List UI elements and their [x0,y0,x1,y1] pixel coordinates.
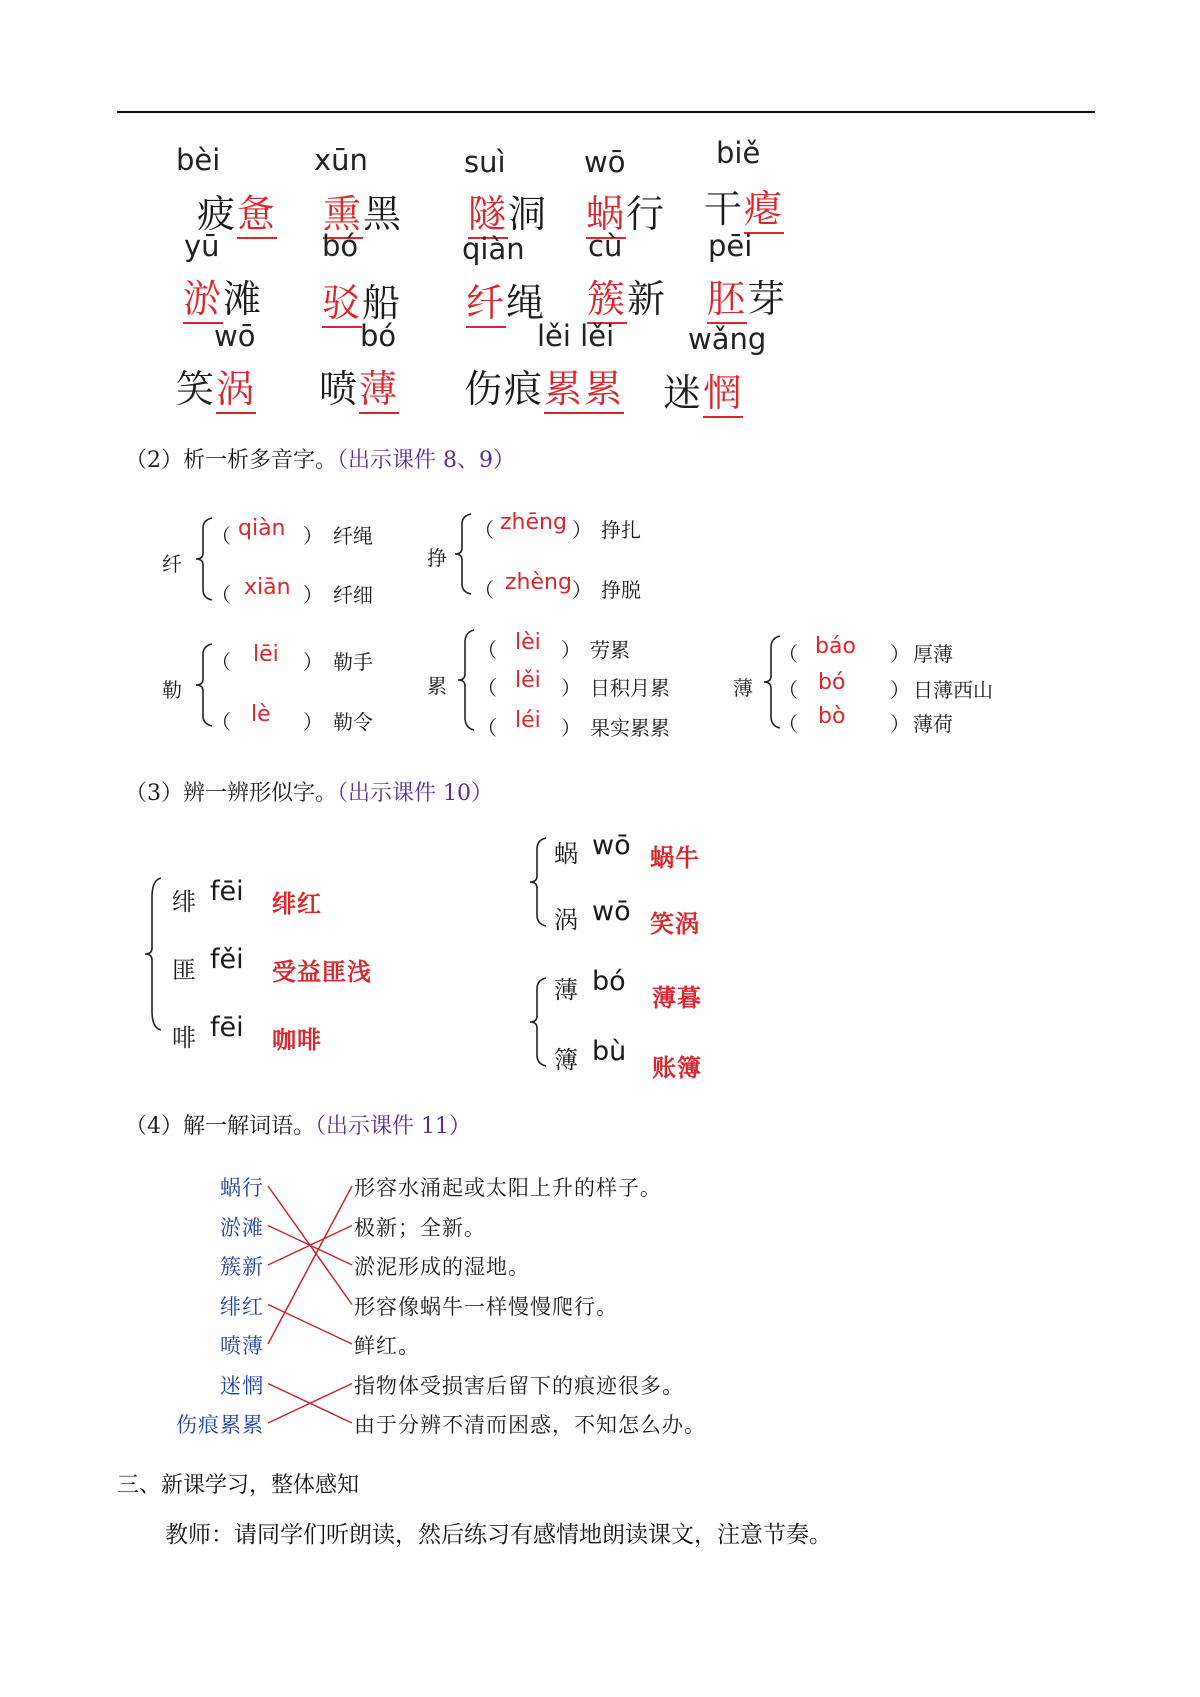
pinyin-label: bó [322,229,359,263]
paren-close: ） [561,716,581,740]
vocab-word [466,272,546,327]
pinyin-label: bó [360,319,397,353]
similar-char-pinyin: wō [592,896,631,927]
match-definition: 由于分辨不清而困惑，不知怎么办。 [354,1413,706,1437]
match-line [268,1226,352,1266]
word-target-char: 熏 [323,192,363,239]
match-definition: 形容水涌起或太阳上升的样子。 [354,1176,662,1200]
reading-word: 果实累累 [590,716,670,740]
reading-pinyin: lěi [515,668,541,693]
section3-heading-text: （3）辨一辨形似字。 [125,781,337,806]
match-definition: 指物体受损害后留下的痕迹很多。 [354,1373,684,1398]
match-word: 蜗行 [220,1176,264,1200]
match-line [268,1384,352,1424]
word-plain: 滩 [223,277,264,321]
reading-word: 厚薄 [913,642,953,666]
pinyin-label: yū [184,229,220,263]
teacher-text: 教师：请同学们听朗读，然后练习有感情地朗读课文，注意节奏。 [165,1522,832,1548]
pinyin-label: cù [588,229,623,263]
vocab-word [183,268,263,323]
brace [530,978,550,1066]
paren-open: （ [211,524,231,548]
word-plain: 伤痕 [464,367,545,411]
section3-note: （出示课件 10） [337,781,493,806]
word-target-char: 驳 [322,281,362,328]
similar-char-word: 账簿 [652,1053,702,1082]
word-target-char: 瘪 [744,187,784,234]
word-plain: 船 [362,281,403,325]
pinyin-label: wō [214,319,256,353]
pinyin-label: xūn [314,143,368,177]
similar-char-word: 蜗牛 [650,843,700,872]
paren-open: （ [778,712,798,736]
similar-char-pinyin: bù [592,1036,627,1067]
similar-char-pinyin: fēi [210,1012,244,1043]
similar-char: 蜗 [554,840,578,868]
paren-open: （ [778,678,798,702]
word-target-char: 惫 [237,192,277,239]
word-plain: 芽 [747,277,788,321]
reading-pinyin: qiàn [238,516,286,541]
paren-close: ） [303,583,323,607]
reading-word: 勒令 [333,710,373,734]
brace [145,878,165,1030]
paren-open: （ [474,578,494,602]
reading-word: 挣扎 [601,518,641,542]
word-plain: 行 [626,192,667,236]
polyphonic-char: 纤 [162,552,182,576]
reading-word: 挣脱 [601,578,641,602]
word-plain: 黑 [363,192,404,236]
vocab-word [176,358,256,413]
vocab-word [663,362,743,417]
paren-open: （ [474,518,494,542]
section2-note: （出示课件 8、9） [337,448,515,473]
brace [455,514,475,594]
paren-open: （ [211,583,231,607]
reading-pinyin: zhēng [500,510,567,535]
pinyin-label: lěi lěi [537,319,615,353]
pinyin-label: qiàn [462,232,525,266]
section2-heading [125,443,515,474]
vocab-word [464,358,624,413]
section4-heading [125,1109,471,1140]
word-target-char: 蜗 [586,192,626,239]
section4-heading-text: （4）解一解词语。 [125,1114,315,1139]
pinyin-label: wǎng [688,322,767,356]
match-word: 伤痕累累 [176,1413,264,1437]
paren-open: （ [477,638,497,662]
similar-char: 啡 [172,1024,196,1052]
reading-pinyin: bò [818,704,846,729]
word-target-char: 涡 [216,367,256,414]
reading-word: 纤绳 [333,524,373,548]
vocab-word [587,268,667,323]
paren-close: ） [572,578,592,602]
reading-pinyin: báo [815,634,856,659]
paren-close: ） [890,642,910,666]
similar-char: 匪 [172,956,196,984]
paren-close: ） [303,650,323,674]
pinyin-label: bèi [176,143,221,177]
match-word: 簇新 [220,1255,264,1279]
similar-char-word: 绯红 [272,889,322,918]
match-line [268,1186,352,1305]
match-line [268,1186,352,1344]
paren-close: ） [890,712,910,736]
paren-close: ） [572,518,592,542]
word-target-char: 簇 [587,277,627,324]
match-line [268,1226,352,1266]
reading-word: 勒手 [333,650,373,674]
pinyin-label: pēi [708,229,753,263]
section2-heading-text: （2）析一析多音字。 [125,448,337,473]
vocab-word [707,268,787,323]
section4-note: （出示课件 11） [315,1114,471,1139]
pinyin-label: wō [584,145,626,179]
similar-char: 薄 [554,976,578,1004]
match-word: 迷惘 [220,1373,264,1398]
brace [530,838,550,926]
paren-open: （ [778,642,798,666]
word-target-char: 累累 [544,367,624,414]
pinyin-label: suì [464,145,506,179]
word-target-char: 惘 [703,371,743,418]
paren-open: （ [477,716,497,740]
paren-close: ） [303,710,323,734]
word-target-char: 淤 [183,277,223,324]
word-plain: 喷 [319,367,360,411]
vocab-word [319,358,399,413]
match-definition: 淤泥形成的湿地。 [354,1255,530,1279]
match-definition: 形容像蜗牛一样慢慢爬行。 [354,1294,618,1319]
similar-char-word: 受益匪浅 [272,957,372,986]
similar-char-word: 咖啡 [272,1025,322,1054]
reading-word: 薄荷 [913,712,953,736]
similar-char-pinyin: bó [592,966,626,997]
reading-pinyin: lè [251,702,271,727]
word-target-char: 薄 [359,367,399,414]
polyphonic-char: 勒 [162,678,182,702]
word-plain: 绳 [506,281,547,325]
match-word: 淤滩 [220,1215,264,1240]
vocab-word [704,178,784,233]
match-line [268,1305,352,1345]
similar-char: 绯 [172,888,196,916]
reading-word: 日积月累 [590,676,670,700]
match-word: 绯红 [220,1294,264,1319]
reading-pinyin: zhèng [505,570,572,595]
word-plain: 疲 [197,192,238,236]
paren-close: ） [303,524,323,548]
reading-pinyin: bó [818,670,846,695]
word-plain: 新 [627,277,668,321]
word-target-char: 隧 [468,192,508,239]
similar-char: 簿 [554,1046,578,1074]
match-word: 喷薄 [220,1334,264,1358]
match-line [268,1384,352,1424]
paren-close: ） [890,678,910,702]
reading-pinyin: xiān [244,575,291,600]
word-plain: 干 [704,187,745,231]
similar-char-pinyin: fēi [210,876,244,907]
paren-open: （ [477,676,497,700]
paren-close: ） [561,676,581,700]
reading-word: 劳累 [590,638,630,662]
reading-word: 日薄西山 [913,678,993,702]
vocab-word [468,183,548,238]
similar-char: 涡 [554,906,578,934]
paren-open: （ [211,650,231,674]
brace [458,630,478,730]
match-definition: 鲜红。 [354,1334,420,1358]
word-target-char: 胚 [707,277,747,324]
similar-char-word: 薄暮 [652,983,702,1012]
reading-pinyin: lèi [515,630,541,655]
reading-pinyin: léi [515,708,541,733]
polyphonic-char: 累 [427,674,447,698]
word-plain: 迷 [663,371,704,415]
match-definition: 极新；全新。 [354,1215,486,1240]
similar-char-pinyin: fěi [210,944,244,975]
similar-char-word: 笑涡 [650,909,700,938]
polyphonic-char: 挣 [427,546,447,570]
top-rule [117,111,1095,113]
section3-heading [125,776,493,807]
polyphonic-char: 薄 [733,676,753,700]
word-plain: 洞 [508,192,549,236]
word-plain: 笑 [176,367,217,411]
pinyin-label: biě [716,136,761,170]
part3-title: 三、新课学习，整体感知 [117,1473,360,1498]
paren-open: （ [211,710,231,734]
reading-pinyin: lēi [253,642,279,667]
reading-word: 纤细 [333,583,373,607]
similar-char-pinyin: wō [592,830,631,861]
word-target-char: 纤 [466,281,506,328]
paren-close: ） [561,638,581,662]
